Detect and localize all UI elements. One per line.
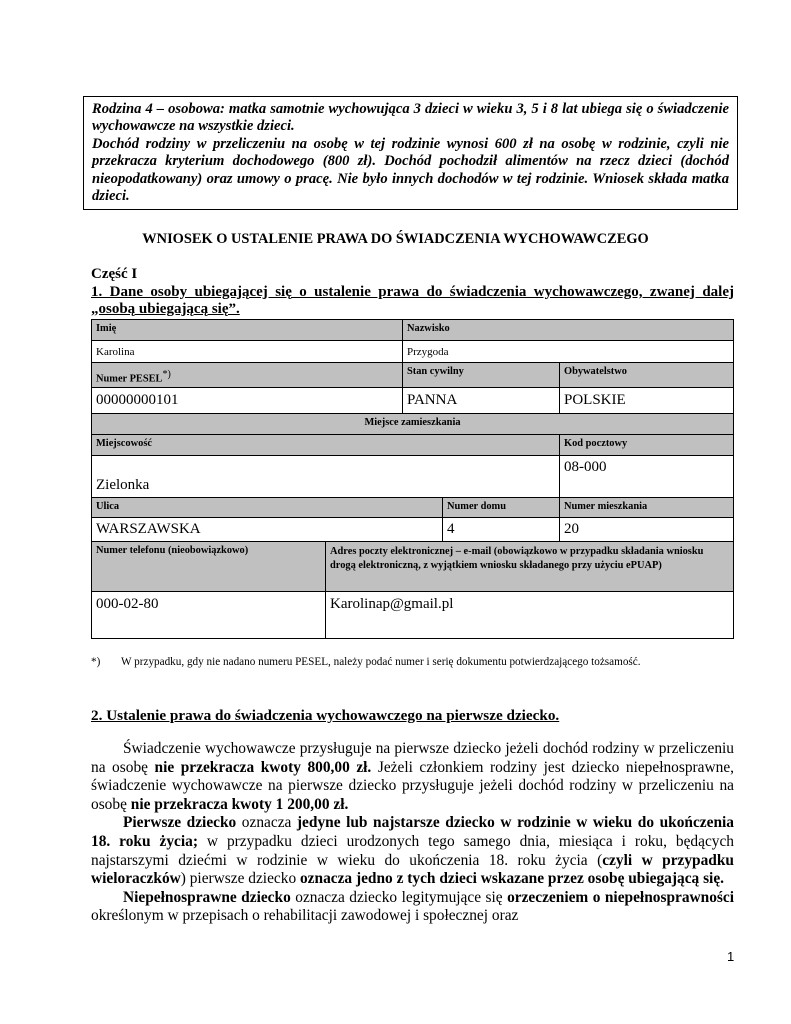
telefon-label: Numer telefonu (nieobowiązkowo) [91, 541, 326, 592]
obywatelstwo-label: Obywatelstwo [559, 362, 734, 388]
numer-domu-field[interactable]: 4 [442, 517, 560, 542]
p2-text-b: oznacza [236, 814, 297, 832]
p3-text-d: określonym w przepisach o rehabilitacji zawodowej i społecznej oraz [91, 907, 519, 925]
p1-bold-b: nie przekracza kwoty 800,00 zł. [154, 758, 372, 776]
p2-bold-g: oznacza jedno z tych dzieci wskazane przez osobę ubiegającą się. [299, 870, 725, 888]
nazwisko-field[interactable]: Przygoda [402, 340, 734, 363]
telefon-field[interactable]: 000-02-80 [91, 591, 326, 639]
paragraph-3 [91, 889, 734, 926]
p2-bold-a: Pierwsze dziecko [123, 814, 237, 832]
part-label: Część I [91, 266, 138, 282]
kod-pocztowy-field[interactable]: 08-000 [559, 455, 734, 498]
intro-line-1: Rodzina 4 – osobowa: matka samotnie wychowująca 3 dzieci w wieku 3, 5 i 8 lat ubiega się o świadczenie wychowawcze na wszystkie dzieci. [92, 101, 729, 135]
imie-field[interactable]: Karolina [91, 340, 403, 363]
paragraph-1 [91, 740, 734, 814]
footnote-mark: *) [91, 656, 101, 668]
document-title: WNIOSEK O USTALENIE PRAWA DO ŚWIADCZENIA WYCHOWAWCZEGO [142, 231, 649, 247]
numer-domu-label: Numer domu [442, 497, 560, 518]
p2-bold-e: czyli w przypadku wieloraczków [91, 851, 734, 888]
p2-text-d: w przypadku dzieci urodzonych tego samego dnia, miesiąca i roku, będących najstarszymi dziećmi w rodzinie w wieku do ukończenia 18. roku życia ( [91, 832, 734, 869]
obywatelstwo-field[interactable]: POLSKIE [559, 387, 734, 414]
pesel-footnote [91, 656, 641, 668]
miejscowosc-label: Miejscowość [91, 434, 560, 456]
p3-text-b: oznacza dziecko legitymujące się [290, 888, 508, 906]
numer-mieszkania-label: Numer mieszkania [559, 497, 734, 518]
footnote-text: W przypadku, gdy nie nadano numeru PESEL, należy podać numer i serię dokumentu potwierdzającego tożsamość. [121, 656, 641, 668]
section2-body [91, 740, 734, 926]
p1-text-c: Jeżeli członkiem rodziny jest dziecko niepełnosprawne, świadczenie wychowawcze na pierwsze dziecko przysługuje jeżeli dochód rodziny w przeliczeniu na osobę [91, 758, 735, 813]
page-number: 1 [727, 949, 735, 964]
pesel-field[interactable]: 00000000101 [91, 387, 403, 414]
intro-box [83, 96, 738, 210]
pesel-footnote-mark: *) [162, 369, 171, 380]
imie-label: Imię [91, 319, 403, 341]
email-label: Adres poczty elektronicznej – e-mail (obowiązkowo w przypadku składania wniosku drogą elektroniczną, z wyjątkiem wniosku składanego przy użyciu ePUAP) [325, 541, 734, 592]
email-field[interactable]: Karolinap@gmail.pl [325, 591, 734, 639]
stan-cywilny-label: Stan cywilny [402, 362, 560, 388]
section1-title: 1. Dane osoby ubiegającej się o ustalenie prawa do świadczenia wychowawczego, zwanej dalej „osobą ubiegającą się”. [91, 284, 734, 317]
paragraph-2 [91, 814, 734, 888]
nazwisko-label: Nazwisko [402, 319, 734, 341]
section2-title: 2. Ustalenie prawa do świadczenia wychowawczego na pierwsze dziecko. [91, 707, 560, 724]
p2-text-f: ) pierwsze dziecko [180, 870, 300, 888]
p3-bold-c: orzeczeniem o niepełnosprawności [507, 888, 734, 906]
p3-bold-a: Niepełnosprawne dziecko [123, 888, 291, 906]
pesel-label: Numer PESEL [96, 373, 163, 385]
p2-bold-c: jedyne lub najstarsze dziecko w rodzinie w wieku do ukończenia 18. roku życia; [91, 814, 734, 850]
kod-pocztowy-label: Kod pocztowy [559, 434, 734, 456]
p1-bold-d: nie przekracza kwoty 1 200,00 zł. [130, 795, 349, 813]
p1-text-a: Świadczenie wychowawcze przysługuje na pierwsze dziecko jeżeli dochód rodziny w przeliczeniu na osobę [91, 740, 734, 776]
miejsce-zamieszkania-header: Miejsce zamieszkania [91, 413, 734, 435]
pesel-label-cell [91, 362, 403, 388]
stan-cywilny-field[interactable]: PANNA [402, 387, 560, 414]
ulica-label: Ulica [91, 497, 443, 518]
intro-line-2: Dochód rodziny w przeliczeniu na osobę w tej rodzinie wynosi 600 zł na osobę w rodzinie, czyli nie przekracza kryterium dochodowego (800 zł). Dochód pochodził alimentów na rzecz dzieci (dochód nieopodatkowany) oraz umowy o pracę. Nie było innych dochodów w tej rodzinie. Wniosek składa matka dzieci. [92, 135, 729, 205]
miejscowosc-field[interactable]: Zielonka [91, 455, 560, 498]
ulica-field[interactable]: WARSZAWSKA [91, 517, 443, 542]
numer-mieszkania-field[interactable]: 20 [559, 517, 734, 542]
